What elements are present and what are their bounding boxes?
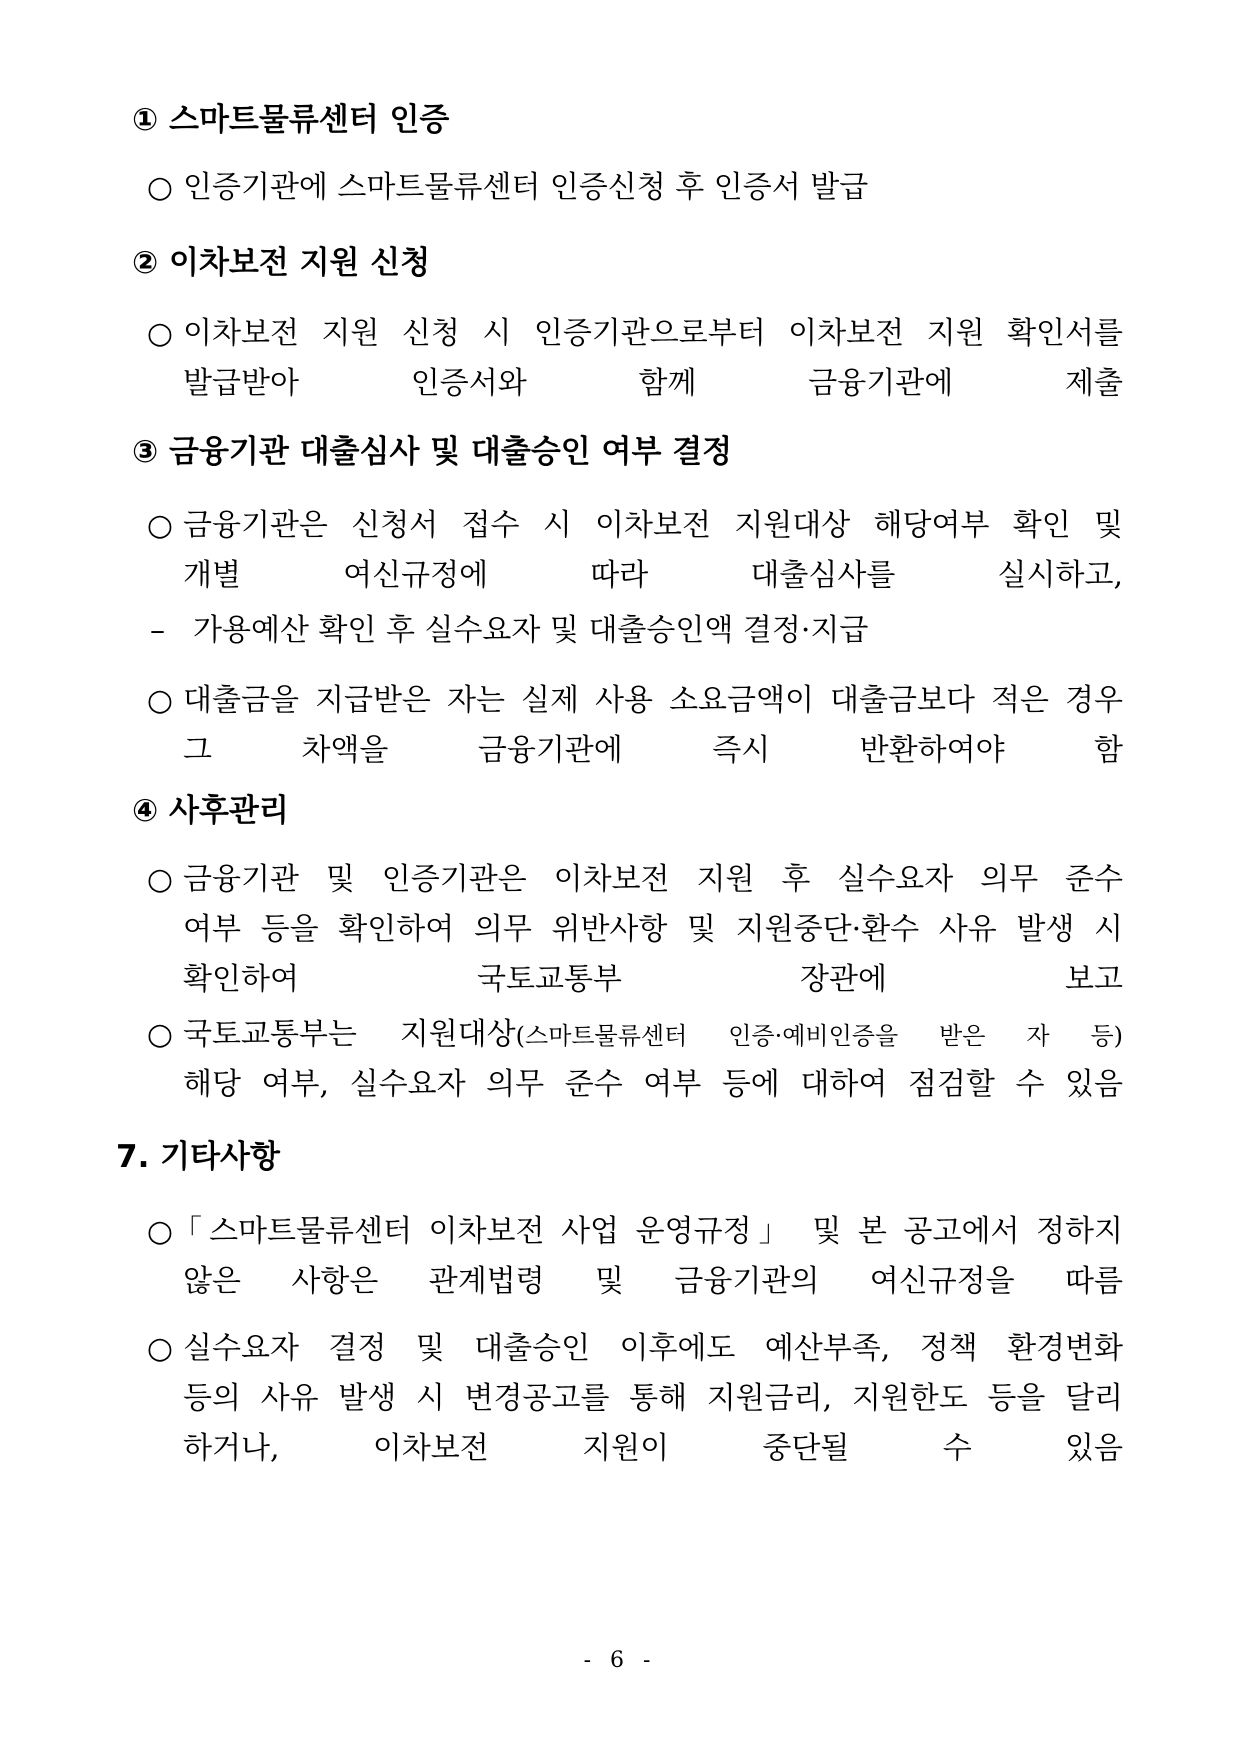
text-line: 대출금을 지급받은 자는 실제 사용 소요금액이 대출금보다 적은 경우 [183, 683, 1123, 718]
paragraph-s1-item1 [183, 163, 1123, 213]
text-line: 않은 사항은 관계법령 및 금융기관의 여신규정을 따름 [183, 1264, 1123, 1299]
paragraph-s3-dash [193, 606, 1133, 656]
bullet-circle: ○ [146, 316, 174, 351]
bullet-circle: ○ [146, 862, 174, 897]
text-line: 등의 사유 발생 시 변경공고를 통해 지원금리, 지원한도 등을 달리 [183, 1381, 1123, 1416]
bullet-circle: ○ [146, 1214, 174, 1249]
text-line: 확인하여 국토교통부 장관에 보고 [183, 962, 1123, 997]
text-line: 인증기관에 스마트물류센터 인증신청 후 인증서 발급 [183, 170, 869, 205]
bullet-circle: ○ [146, 1017, 174, 1052]
bullet-circle: ○ [146, 683, 174, 718]
text-line: 개별 여신규정에 따라 대출심사를 실시하고, [183, 558, 1123, 593]
dash-bullet: – [150, 613, 165, 648]
text-line: 가용예산 확인 후 실수요자 및 대출승인액 결정·지급 [193, 613, 869, 648]
page-number: - 6 - [583, 1648, 657, 1673]
heading-loan-review-decision: ③ 금융기관 대출심사 및 대출승인 여부 결정 [132, 434, 733, 470]
text-line: 「스마트물류센터 이차보전 사업 운영규정」 및 본 공고에서 정하지 [172, 1214, 1123, 1249]
text-segment: 국토교통부는 지원대상 [183, 1017, 516, 1052]
parenthetical-note: (스마트물류센터 인증·예비인증을 받은 자 등) [515, 1022, 1123, 1050]
heading-smart-logistics-certification: ① 스마트물류센터 인증 [132, 102, 450, 138]
paragraph-s7-item1 [172, 1207, 1123, 1307]
paragraph-s3-item1 [183, 501, 1123, 601]
text-line: 하거나, 이차보전 지원이 중단될 수 있음 [183, 1431, 1123, 1466]
bullet-circle: ○ [146, 1331, 174, 1366]
text-line [183, 1010, 1123, 1060]
text-line: 이차보전 지원 신청 시 인증기관으로부터 이차보전 지원 확인서를 [183, 316, 1123, 351]
text-line: 금융기관은 신청서 접수 시 이차보전 지원대상 해당여부 확인 및 [183, 508, 1123, 543]
heading-post-management: ④ 사후관리 [132, 793, 289, 829]
paragraph-s7-item2 [183, 1324, 1123, 1474]
paragraph-s4-item1 [183, 855, 1123, 1005]
paragraph-s2-item1 [183, 309, 1123, 409]
text-line: 금융기관 및 인증기관은 이차보전 지원 후 실수요자 의무 준수 [183, 862, 1123, 897]
text-line: 실수요자 결정 및 대출승인 이후에도 예산부족, 정책 환경변화 [183, 1331, 1123, 1366]
bullet-circle: ○ [146, 508, 174, 543]
text-line: 해당 여부, 실수요자 의무 준수 여부 등에 대하여 점검할 수 있음 [183, 1067, 1123, 1102]
text-line: 그 차액을 금융기관에 즉시 반환하여야 함 [183, 733, 1123, 768]
paragraph-s3-item2 [183, 676, 1123, 776]
heading-interest-support-application: ② 이차보전 지원 신청 [132, 245, 431, 281]
text-line: 발급받아 인증서와 함께 금융기관에 제출 [183, 366, 1123, 401]
heading-other-matters: 7. 기타사항 [116, 1139, 280, 1175]
paragraph-s4-item2 [183, 1010, 1123, 1110]
bullet-circle: ○ [146, 170, 174, 205]
text-line: 여부 등을 확인하여 의무 위반사항 및 지원중단·환수 사유 발생 시 [183, 912, 1123, 947]
